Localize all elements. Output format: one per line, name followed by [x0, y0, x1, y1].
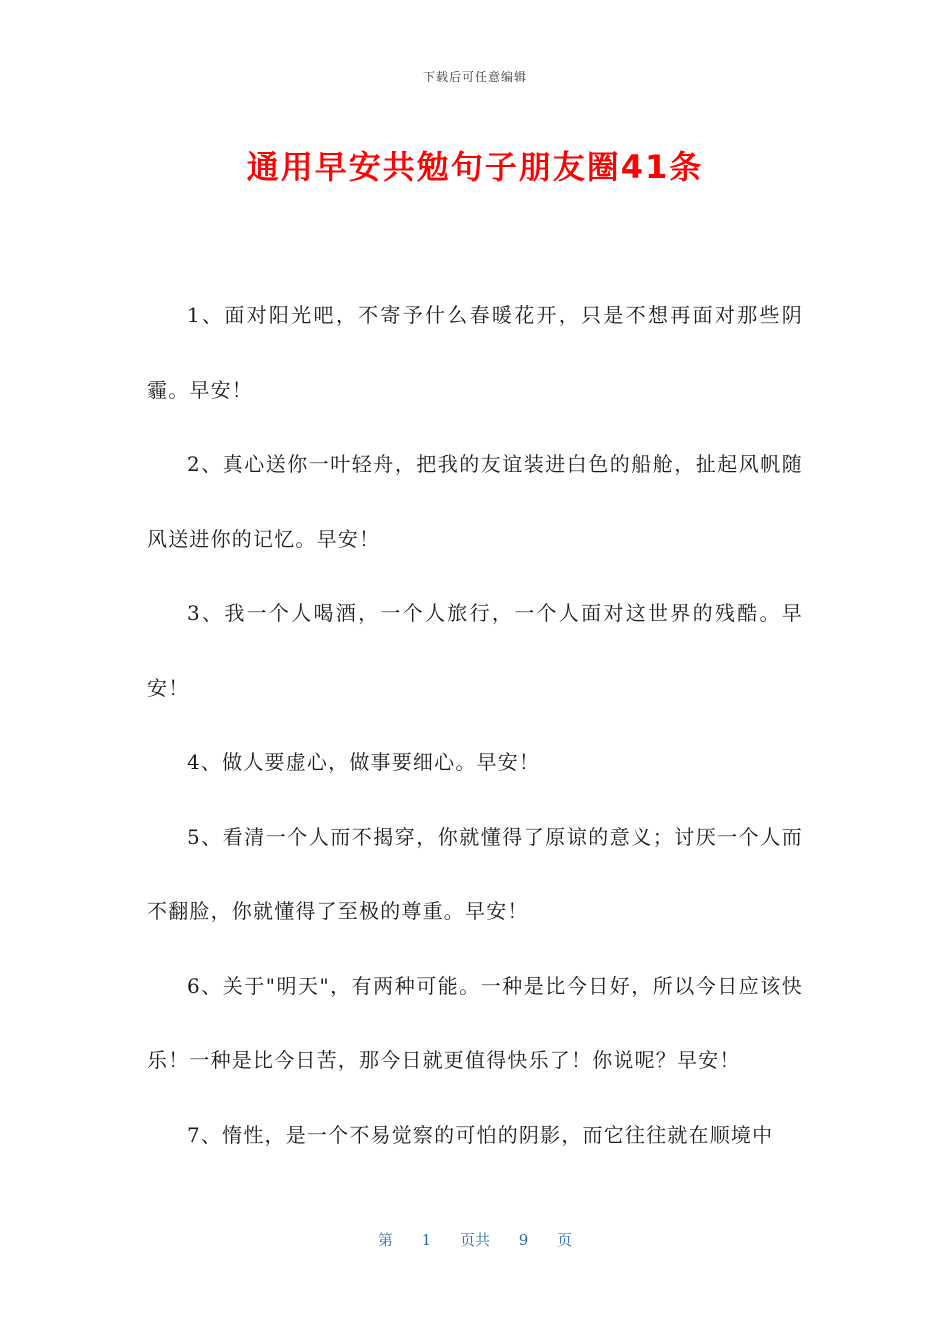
page-mid-label: 页共: [459, 1231, 490, 1249]
current-page-number: 1: [421, 1231, 432, 1249]
paragraph-1: 1、面对阳光吧，不寄予什么春暖花开，只是不想再面对那些阴霾。早安！: [147, 303, 803, 402]
paragraph-7: 7、惰性，是一个不易觉察的可怕的阴影，而它往往就在顺境中: [187, 1122, 774, 1147]
page-footer: [0, 1229, 950, 1250]
header-note: 下载后可任意编辑: [422, 70, 527, 84]
paragraph-4: 4、做人要虚心，做事要细心。早安！: [187, 750, 541, 774]
total-pages-number: 9: [518, 1231, 529, 1249]
paragraph-5: 5、看清一个人而不揭穿，你就懂得了原谅的意义；讨厌一个人而不翻脸，你就懂得了至极的尊重。早安！: [147, 824, 803, 923]
page-suffix: 页: [557, 1231, 573, 1249]
document-title: 通用早安共勉句子朋友圈41条: [246, 148, 704, 186]
paragraph-3: 3、我一个人喝酒，一个人旅行，一个人面对这世界的残酷。早安！: [147, 601, 803, 700]
paragraph-2: 2、真心送你一叶轻舟，把我的友谊装进白色的船舱，扯起风帆随风送进你的记忆。早安！: [147, 452, 803, 551]
document-body: [147, 278, 803, 1172]
page-prefix: 第: [377, 1231, 393, 1249]
paragraph-6: 6、关于"明天"，有两种可能。一种是比今日好，所以今日应该快乐！一种是比今日苦，那今日就更值得快乐了！你说呢？早安！: [147, 973, 803, 1072]
